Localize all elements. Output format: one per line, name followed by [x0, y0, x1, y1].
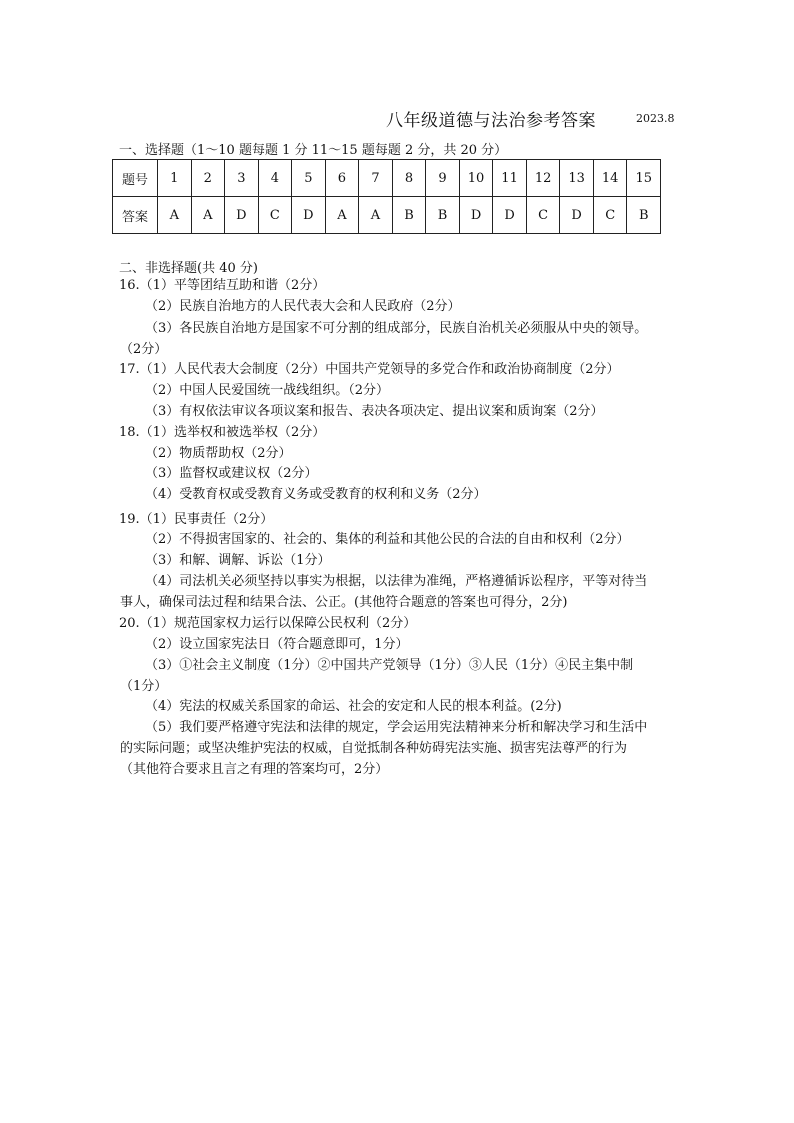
q19-line-3: （3）和解、调解、诉讼（1分）: [145, 553, 331, 568]
number-cell: 7: [359, 160, 393, 197]
row-label-numbers: 题号: [113, 160, 158, 197]
number-cell: 14: [593, 160, 627, 197]
answer-cell: B: [627, 197, 661, 234]
q20-line-3: （3）①社会主义制度（1分）②中国共产党领导（1分）③人民（1分）④民主集中制: [145, 658, 634, 673]
q16-line-2: （2）民族自治地方的人民代表大会和人民政府（2分）: [145, 299, 461, 314]
answer-cell: B: [426, 197, 460, 234]
number-cell: 11: [493, 160, 527, 197]
answer-cell: C: [593, 197, 627, 234]
number-cell: 10: [459, 160, 493, 197]
answer-cell: A: [359, 197, 393, 234]
number-cell: 8: [392, 160, 426, 197]
doc-title: 八年级道德与法治参考答案: [386, 111, 596, 131]
number-cell: 5: [292, 160, 326, 197]
number-cell: 15: [627, 160, 661, 197]
answer-row: [113, 197, 661, 234]
q19-line-4-cont: 事人，确保司法过程和结果合法、公正。(其他符合题意的答案也可得分，2分): [120, 595, 568, 610]
q19-line-4: （4）司法机关必须坚持以事实为根据，以法律为准绳，严格遵循诉讼程序，平等对待当: [145, 574, 648, 589]
answer-cell: D: [292, 197, 326, 234]
row-label-answers: 答案: [113, 197, 158, 234]
q18-line-2: （2）物质帮助权（2分）: [145, 446, 292, 461]
number-cell: 13: [560, 160, 594, 197]
q20-line-2: （2）设立国家宪法日（符合题意即可，1分）: [145, 637, 409, 652]
q18-line-3: （3）监督权或建议权（2分）: [145, 466, 318, 481]
number-cell: 9: [426, 160, 460, 197]
number-cell: 3: [225, 160, 259, 197]
q16-line-3-cont: （2分）: [120, 342, 168, 357]
q18-line-1: 18.（1）选举权和被选举权（2分）: [119, 425, 326, 440]
q16-line-1: 16.（1）平等团结互助和谐（2分）: [119, 278, 326, 293]
q17-line-2: （2）中国人民爱国统一战线组织。（2分）: [145, 383, 390, 398]
q19-line-1: 19.（1）民事责任（2分）: [119, 512, 274, 527]
answer-table: [112, 159, 661, 234]
number-cell: 6: [325, 160, 359, 197]
q20-line-3-cont: （1分）: [120, 679, 168, 694]
number-cell: 12: [526, 160, 560, 197]
answer-cell: B: [392, 197, 426, 234]
answer-cell: C: [258, 197, 292, 234]
q19-line-2: （2）不得损害国家的、社会的、集体的利益和其他公民的合法的自由和权利（2分）: [145, 532, 630, 547]
section2-heading: 二、非选择题(共 40 分): [119, 261, 258, 276]
number-cell: 4: [258, 160, 292, 197]
answer-cell: A: [191, 197, 225, 234]
answer-cell: D: [560, 197, 594, 234]
answer-cell: A: [158, 197, 192, 234]
q20-line-5-cont-2: （其他符合要求且言之有理的答案均可，2分）: [120, 762, 389, 777]
q20-line-5-cont-1: 的实际问题；或坚决维护宪法的权威，自觉抵制各种妨碍宪法实施、损害宪法尊严的行为: [120, 741, 628, 756]
answer-cell: D: [225, 197, 259, 234]
q20-line-4: （4）宪法的权威关系国家的命运、社会的安定和人民的根本利益。(2分): [145, 699, 562, 714]
doc-date: 2023.8: [636, 112, 675, 125]
answer-cell: D: [493, 197, 527, 234]
section1-heading: 一、选择题（1～10 题每题 1 分 11～15 题每题 2 分，共 20 分）: [119, 143, 508, 158]
answer-cell: A: [325, 197, 359, 234]
q18-line-4: （4）受教育权或受教育义务或受教育的权利和义务（2分）: [145, 487, 487, 502]
answer-cell: C: [526, 197, 560, 234]
answer-cell: D: [459, 197, 493, 234]
q20-line-1: 20.（1）规范国家权力运行以保障公民权利（2分）: [119, 616, 417, 631]
number-cell: 1: [158, 160, 192, 197]
number-row: [113, 160, 661, 197]
number-cell: 2: [191, 160, 225, 197]
q20-line-5: （5）我们要严格遵守宪法和法律的规定，学会运用宪法精神来分析和解决学习和生活中: [145, 720, 648, 735]
q17-line-3: （3）有权依法审议各项议案和报告、表决各项决定、提出议案和质询案（2分）: [145, 404, 604, 419]
q17-line-1: 17.（1）人民代表大会制度（2分）中国共产党领导的多党合作和政治协商制度（2分）: [119, 362, 620, 377]
q16-line-3: （3）各民族自治地方是国家不可分割的组成部分，民族自治机关必须服从中央的领导。: [145, 321, 648, 336]
